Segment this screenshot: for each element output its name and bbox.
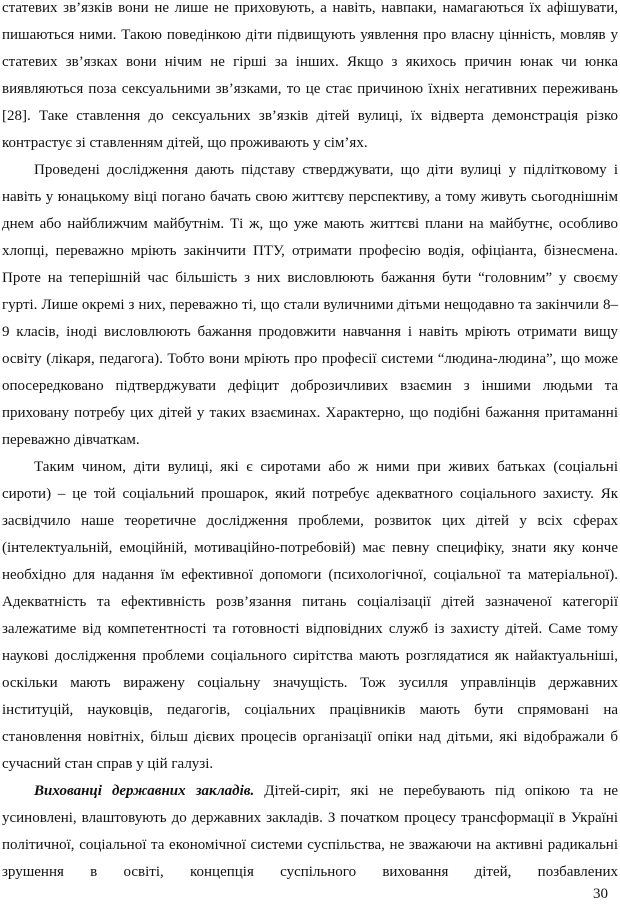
paragraph-4 (2, 778, 618, 886)
section-lead-heading: Вихованці державних закладів. (34, 783, 255, 799)
paragraph-3 (2, 454, 618, 778)
paragraph-1-text: статевих зв’язків вони не лише не приховують, а навіть, навпаки, намагаються їх афішувати, пишаються ними. Такою поведінкою діти підвищують уявлення про власну цінність, мовляв у статевих зв’язках вони нічим не гірші за інших. Якщо з якихось причин юнак чи юнка виявляються поза сексуальними зв’язками, то це стає причиною їхніх негативних переживань [28]. Таке ставлення до сексуальних зв’язків дітей вулиці, їх відверта демонстрація різко контрастує зі ставленням дітей, що проживають у сім’ях. (2, 0, 618, 151)
paragraph-4-text: Дітей-сиріт, які не перебувають під опікою та не усиновлені, влаштовують до державних закладів. З початком процесу трансформації в Україні політичної, соціальної та економічної системи суспільства, не зважаючи на активні радикальні зрушення в освіті, концепція суспільного виховання дітей, позбавлених (2, 783, 619, 880)
document-page (2, 0, 618, 886)
paragraph-2-text: Проведені дослідження дають підставу стверджувати, що діти вулиці у підлітковому і навіть у юнацькому віці погано бачать свою життєву перспективу, а тому живуть сьогоднішнім днем або найближчим майбутнім. Ті ж, що уже мають життєві плани на майбутнє, особливо хлопці, переважно мріють закінчити ПТУ, отримати професію водія, офіціанта, бізнесмена. Проте на теперішній час більшість з них висловлюють бажання бути “головним” у своєму гурті. Лише окремі з них, переважно ті, що стали вуличними дітьми нещодавно та закінчили 8–9 класів, іноді висловлюють бажання продовжити навчання і навіть мріють отримати вищу освіту (лікаря, педагога). Тобто вони мріють про професії системи “людина-людина”, що може опосередковано підтверджувати дефіцит доброзичливих взаємин з іншими людьми та приховану потребу цих дітей у таких взаєминах. Характерно, що подібні бажання притаманні переважно дівчаткам. (2, 162, 618, 448)
paragraph-3-text: Таким чином, діти вулиці, які є сиротами або ж ними при живих батьках (соціальні сироти) – це той соціальний прошарок, який потребує адекватного соціального захисту. Як засвідчило наше теоретичне дослідження проблеми, розвиток цих дітей у всіх сферах (інтелектуальній, емоційній, мотиваційно-потребовій) має певну специфіку, знати яку конче необхідно для надання їм ефективної допомоги (психологічної, соціальної та матеріальної). Адекватність та ефективність розв’язання питань соціалізації дітей зазначеної категорії залежатиме від компетентності та готовності відповідних служб із захисту дітей. Саме тому наукові дослідження проблеми соціального сирітства мають розглядатися як найактуальніші, оскільки мають виражену соціальну значущість. Тож зусилля управлінців державних інституцій, науковців, педагогів, соціальних працівників мають бути спрямовані на становлення новітніх, більш дієвих процесів організації опіки над дітьми, які відображали б сучасний стан справ у цій галузі. (2, 459, 618, 772)
page-number: 30 (593, 886, 608, 902)
paragraph-2 (2, 157, 618, 454)
paragraph-1 (2, 0, 618, 157)
